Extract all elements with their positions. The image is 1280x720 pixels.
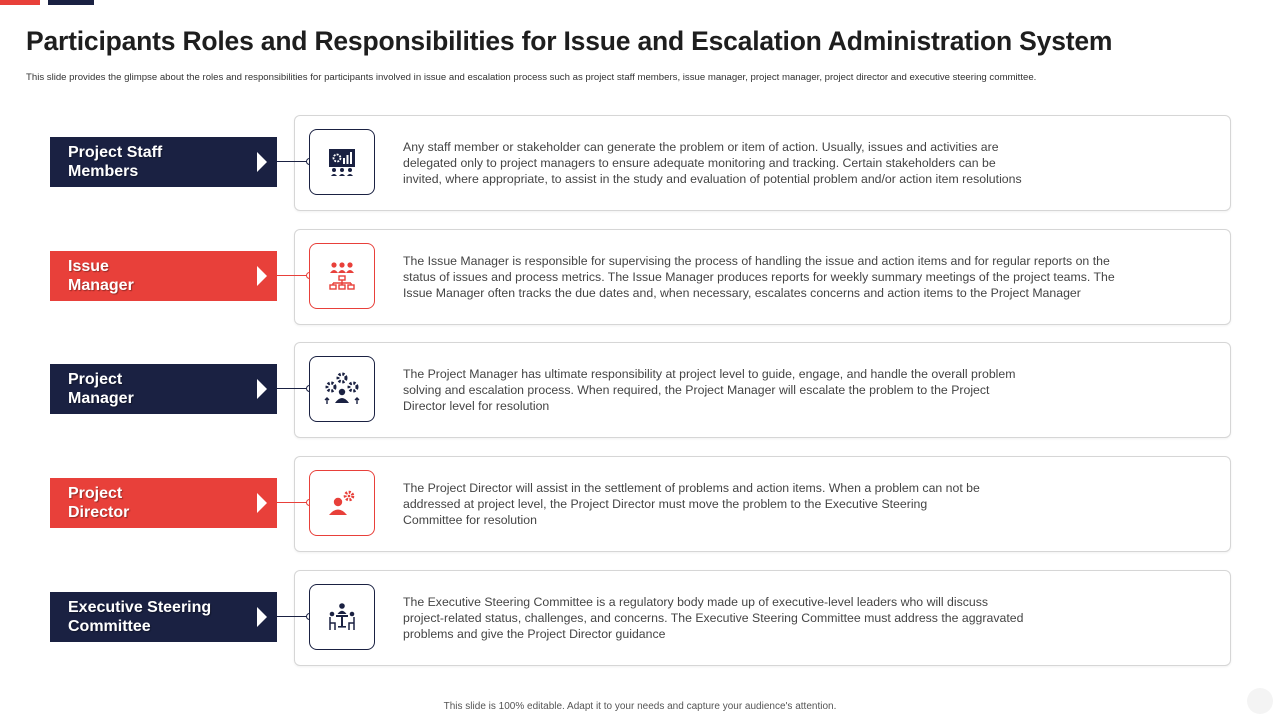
manager-gears-icon	[324, 371, 360, 407]
presentation-board-icon	[327, 147, 357, 177]
icon-box	[309, 584, 375, 650]
role-label-box	[50, 137, 277, 187]
meeting-table-icon	[327, 602, 357, 632]
team-hierarchy-icon	[327, 261, 357, 291]
arrow-right-icon	[257, 379, 267, 399]
role-label: Project Staff Members	[68, 144, 163, 180]
top-accent-red	[0, 0, 40, 5]
connector-line	[277, 161, 309, 162]
icon-box	[309, 356, 375, 422]
role-label: Project Manager	[68, 371, 134, 407]
role-description: The Issue Manager is responsible for supervising the process of handling the issue and action items and for regular reports on the status of issues and process metrics. The Issue Manager produces reports for weekly summary meetings of the project teams. The Issue Manager often tracks the due dates and, when necessary, escalates concerns and action items to the Project Manager	[403, 254, 1115, 300]
role-row-issue-manager	[50, 229, 1232, 325]
role-label: Executive Steering Committee	[68, 599, 212, 635]
icon-box	[309, 129, 375, 195]
footer-note: This slide is 100% editable. Adapt it to your needs and capture your audience's attention.	[443, 701, 837, 712]
arrow-right-icon	[257, 152, 267, 172]
role-label-box	[50, 364, 277, 414]
person-gear-icon	[327, 488, 357, 518]
role-row-executive-steering-committee	[50, 570, 1232, 666]
role-label-box	[50, 478, 277, 528]
top-accent-navy	[48, 0, 94, 5]
role-label-box	[50, 592, 277, 642]
connector-line	[277, 616, 309, 617]
role-label: Issue Manager	[68, 258, 134, 294]
connector-line	[277, 388, 309, 389]
arrow-right-icon	[257, 266, 267, 286]
connector-line	[277, 502, 309, 503]
role-label: Project Director	[68, 485, 130, 521]
page-subtitle: This slide provides the glimpse about the roles and responsibilities for participants involved in issue and escalation process such as project staff members, issue manager, project manager, project director and executive steering committee.	[26, 72, 1037, 83]
connector-line	[277, 275, 309, 276]
arrow-right-icon	[257, 493, 267, 513]
icon-box	[309, 243, 375, 309]
corner-decoration	[1247, 688, 1273, 714]
role-description: The Project Manager has ultimate responsibility at project level to guide, engage, and handle the overall problem solving and escalation process. When required, the Project Manager will escalate the problem to the Project Director level for resolution	[403, 367, 1016, 413]
icon-box	[309, 470, 375, 536]
role-row-project-director	[50, 456, 1232, 552]
role-row-project-manager	[50, 342, 1232, 438]
role-description: The Executive Steering Committee is a regulatory body made up of executive-level leaders who will discuss project-related status, challenges, and concerns. The Executive Steering Committee must address the aggravated problems and give the Project Director guidance	[403, 595, 1024, 641]
arrow-right-icon	[257, 607, 267, 627]
role-description: The Project Director will assist in the settlement of problems and action items. When a problem can not be addressed at project level, the Project Director must move the problem to the Executive Steering Committee for resolution	[403, 481, 980, 527]
page-title: Participants Roles and Responsibilities for Issue and Escalation Administration System	[26, 26, 1113, 56]
role-label-box	[50, 251, 277, 301]
role-description: Any staff member or stakeholder can generate the problem or item of action. Usually, issues and activities are delegated only to project managers to ensure adequate monitoring and tracking. Certain stakeholders can be invited, where appropriate, to assist in the study and evaluation of potential problem and/or action item resolutions	[403, 140, 1022, 186]
role-row-project-staff	[50, 115, 1232, 211]
